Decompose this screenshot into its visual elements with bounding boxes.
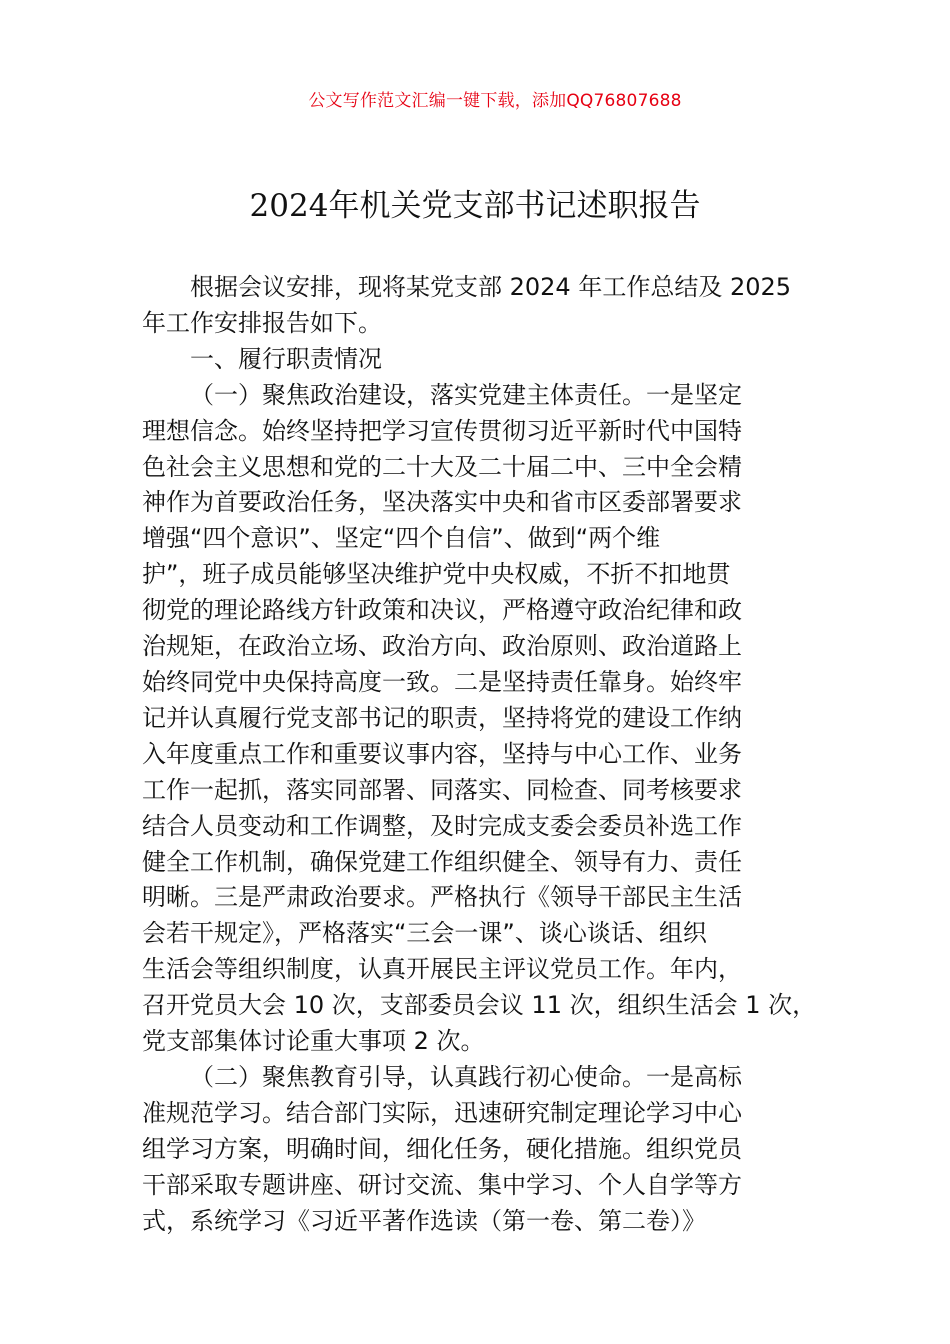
text-line: （二）聚焦教育引导，认真践行初心使命。一是高标 xyxy=(190,1062,742,1091)
text-line: 理想信念。始终坚持把学习宣传贯彻习近平新时代中国特 xyxy=(142,416,742,445)
text-line: 记并认真履行党支部书记的职责，坚持将党的建设工作纳 xyxy=(142,703,742,732)
text-line: 彻党的理论路线方针政策和决议，严格遵守政治纪律和政 xyxy=(142,596,742,625)
text-line: 年工作安排报告如下。 xyxy=(142,308,382,337)
text-line: 根据会议安排，现将某党支部 2024 年工作总结及 2025 xyxy=(190,273,792,301)
text-line: 生活会等组织制度，认真开展民主评议党员工作。年内， xyxy=(142,955,742,984)
text-line: 护”，班子成员能够坚决维护党中央权威，不折不扣地贯 xyxy=(142,560,731,589)
text-line: 干部采取专题讲座、研讨交流、集中学习、个人自学等方 xyxy=(142,1170,742,1199)
text-line: 增强“四个意识”、坚定“四个自信”、做到“两个维 xyxy=(142,524,661,553)
text-line: 结合人员变动和工作调整，及时完成支委会委员补选工作 xyxy=(142,811,742,840)
document-body xyxy=(142,270,817,1239)
text-line: 入年度重点工作和重要议事内容，坚持与中心工作、业务 xyxy=(142,739,742,768)
text-line: 色社会主义思想和党的二十大及二十届二中、三中全会精 xyxy=(142,452,742,481)
text-line: 工作一起抓，落实同部署、同落实、同检查、同考核要求 xyxy=(142,775,742,804)
promo-banner: 公文写作范文汇编一键下载，添加QQ76807688 xyxy=(308,91,682,111)
text-line: 式，系统学习《习近平著作选读（第一卷、第二卷）》 xyxy=(142,1206,706,1235)
text-line: 召开党员大会 10 次，支部委员会议 11 次，组织生活会 1 次， xyxy=(142,991,817,1020)
text-line: （一）聚焦政治建设，落实党建主体责任。一是坚定 xyxy=(190,380,742,409)
text-line: 会若干规定》，严格落实“三会一课”、谈心谈话、组织 xyxy=(142,919,707,948)
text-line: 始终同党中央保持高度一致。二是坚持责任靠身。始终牢 xyxy=(142,667,742,696)
section-heading: 一、履行职责情况 xyxy=(190,344,382,373)
text-line: 明晰。三是严肃政治要求。严格执行《领导干部民主生活 xyxy=(142,883,742,912)
text-line: 党支部集体讨论重大事项 2 次。 xyxy=(142,1027,485,1056)
text-line: 神作为首要政治任务，坚决落实中央和省市区委部署要求 xyxy=(142,488,742,517)
text-line: 健全工作机制，确保党建工作组织健全、领导有力、责任 xyxy=(142,847,742,876)
text-line: 准规范学习。结合部门实际，迅速研究制定理论学习中心 xyxy=(142,1098,742,1127)
document-title: 2024年机关党支部书记述职报告 xyxy=(249,188,701,224)
text-line: 治规矩，在政治立场、政治方向、政治原则、政治道路上 xyxy=(142,632,742,661)
text-line: 组学习方案，明确时间，细化任务，硬化措施。组织党员 xyxy=(142,1134,742,1163)
